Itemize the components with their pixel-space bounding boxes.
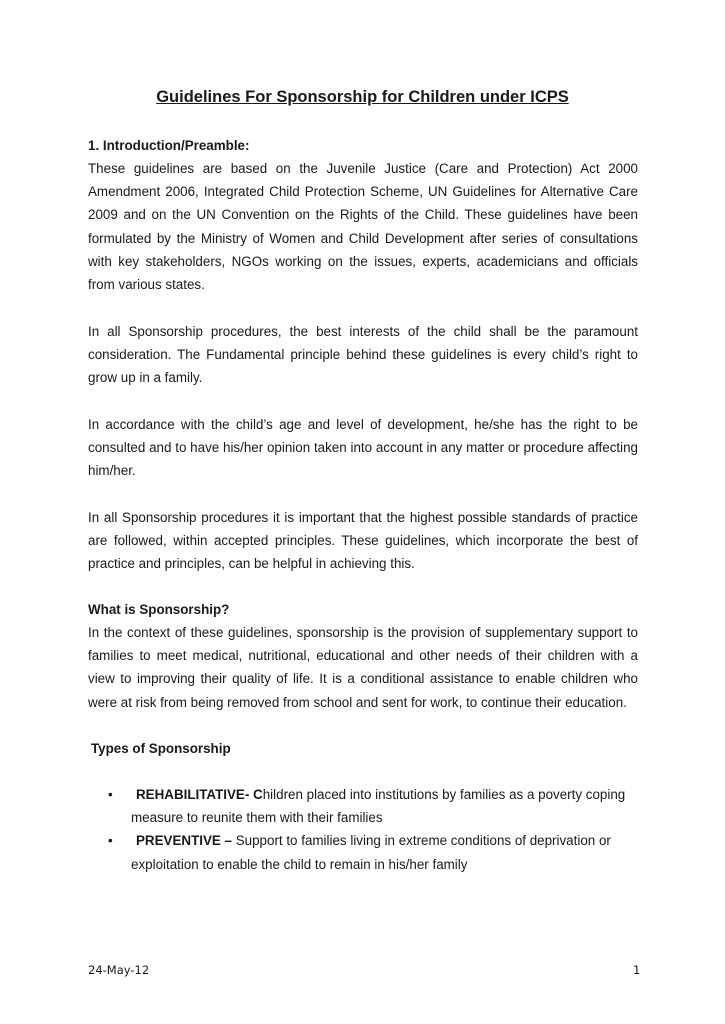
types-heading: Types of Sponsorship: [91, 741, 231, 756]
what-is-sponsorship-heading: What is Sponsorship?: [88, 602, 230, 617]
list-item-text: Support to families living in extreme conditions of deprivation or exploitation to enable the child to remain in his/her family: [131, 833, 611, 872]
footer-page-number: 1: [633, 963, 641, 977]
bullet-icon: •: [108, 787, 113, 802]
list-item-lead: REHABILITATIVE- C: [136, 787, 263, 802]
best-interest-paragraph: In all Sponsorship procedures, the best interests of the child shall be the paramount consideration. The Fundamental principle behind these guidelines is every child’s right to grow up in a family.: [88, 324, 638, 386]
standards-paragraph: In all Sponsorship procedures it is important that the highest possible standards of practice are followed, within accepted principles. These guidelines, which incorporate the best of practice and principles, can be helpful in achieving this.: [88, 510, 638, 572]
bullet-icon: •: [108, 833, 113, 849]
what-is-sponsorship-paragraph: In the context of these guidelines, sponsorship is the provision of supplementary support to families to meet medical, nutritional, educational and other needs of their children with a view to improving their quality of life. It is a conditional assistance to enable children who were at risk from being removed from school and sent for work, to continue their education.: [88, 625, 638, 710]
intro-paragraph: These guidelines are based on the Juvenile Justice (Care and Protection) Act 2000 Amendment 2006, Integrated Child Protection Scheme, UN Guidelines for Alternative Care 2009 and on the UN Convention on the Rights of the Child. These guidelines have been formulated by the Ministry of Women and Child Development after series of consultations with key stakeholders, NGOs working on the issues, experts, academicians and officials from various states.: [88, 161, 638, 293]
child-opinion-paragraph: In accordance with the child’s age and level of development, he/she has the right to be consulted and to have his/her opinion taken into account in any matter or procedure affecting him/her.: [88, 417, 638, 479]
intro-heading: 1. Introduction/Preamble:: [88, 138, 250, 153]
document-title: Guidelines For Sponsorship for Children under ICPS: [156, 88, 569, 106]
list-item-preventive: [88, 829, 648, 875]
types-list: [88, 783, 648, 876]
list-item-rehabilitative: [88, 783, 648, 829]
list-item-text: hildren placed into institutions by families as a poverty coping measure to reunite them with their families: [131, 787, 626, 826]
list-item-lead: PREVENTIVE –: [136, 833, 232, 849]
footer-date: 24-May-12: [88, 963, 150, 977]
